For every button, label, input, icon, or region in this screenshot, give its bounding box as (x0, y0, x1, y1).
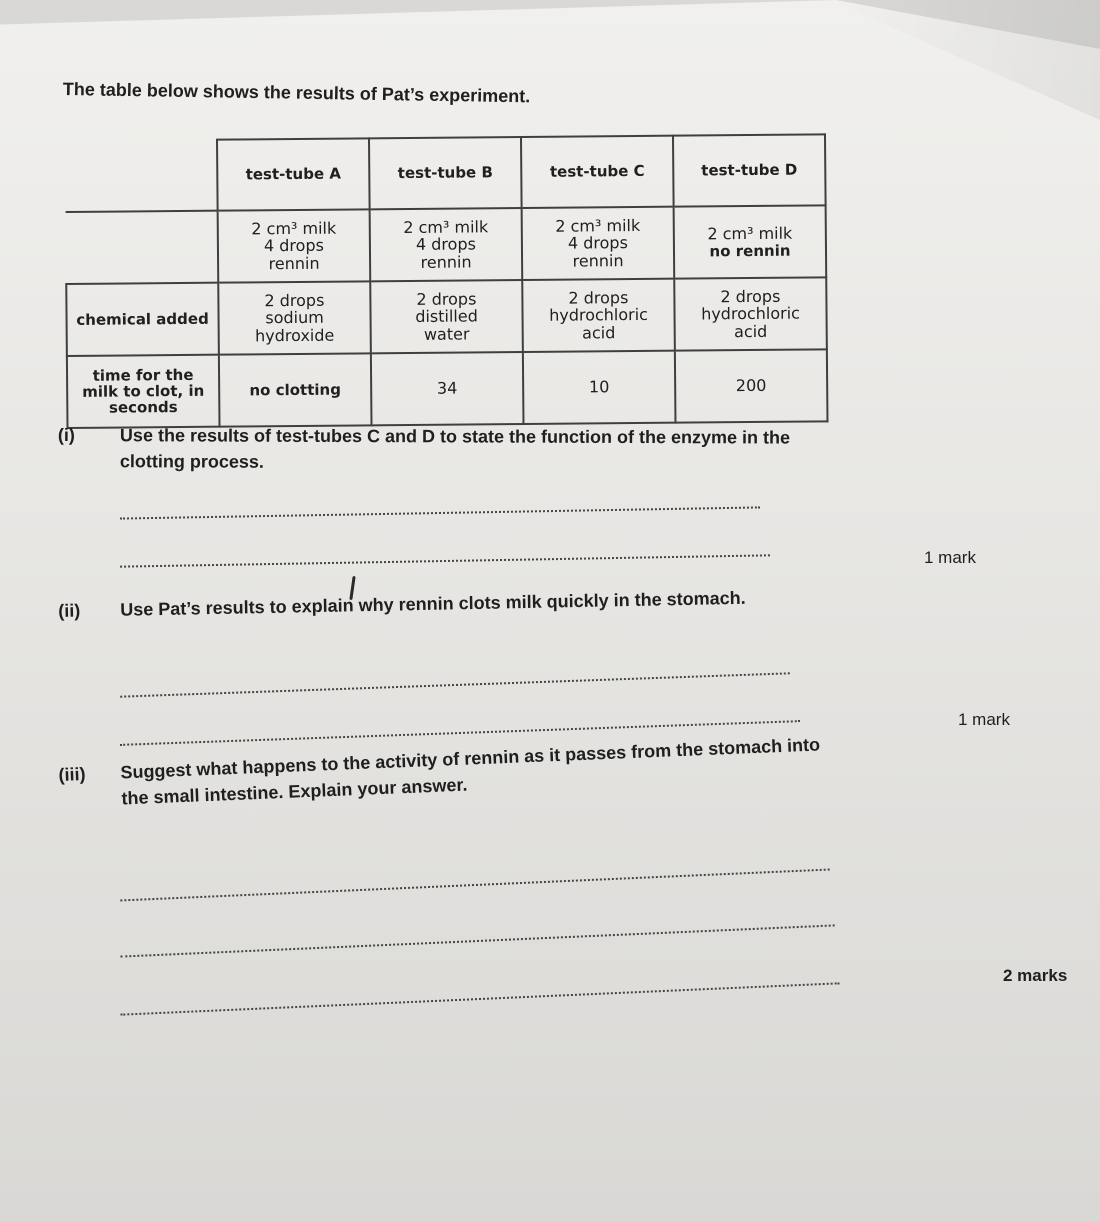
cell-b-chemical-line-2: distilled (415, 306, 478, 327)
cell-d-chemical-line-3: acid (734, 321, 768, 341)
cell-c-chemical-line-2: hydrochloric (549, 305, 649, 326)
answer-line-iii-2[interactable] (120, 924, 834, 957)
answer-line-i-2[interactable] (120, 554, 770, 567)
question-ii (58, 583, 848, 624)
cell-a-contents-line-2: 4 drops (263, 236, 324, 256)
question-iii-number: (iii) (58, 763, 86, 785)
cell-c-chemical-line-1: 2 drops (568, 288, 629, 308)
cell-a-time: no clotting (219, 353, 372, 426)
cell-a-contents-line-1: 2 cm³ milk (251, 218, 337, 239)
cell-a-chemical-line-2: sodium (265, 308, 324, 328)
cell-d-chemical-line-1: 2 drops (720, 286, 781, 307)
contents-row-corner (66, 211, 219, 284)
results-table-wrapper (64, 133, 826, 417)
cell-d-contents-line-1: 2 cm³ milk (707, 223, 793, 244)
header-test-tube-b: test-tube B (369, 137, 522, 209)
cell-c-chemical-line-3: acid (582, 322, 616, 343)
header-test-tube-a: test-tube A (217, 138, 370, 210)
row-label-chemical-added: chemical added (66, 283, 219, 356)
cell-c-contents-line-2: 4 drops (567, 233, 628, 253)
answer-line-iii-1[interactable] (120, 869, 829, 902)
answer-line-ii-1[interactable] (120, 672, 790, 697)
cell-c-contents (522, 207, 675, 280)
question-iii-text: Suggest what happens to the activity of rennin as it passes from the stomach into the small intestine. Explain your answer. (120, 734, 821, 809)
cell-b-chemical (370, 280, 523, 353)
question-i-number: (i) (57, 424, 75, 446)
table-chemical-row (66, 277, 827, 356)
row-label-time-to-clot: time for the milk to clot, in seconds (67, 355, 220, 428)
question-ii-marks: 1 mark (958, 710, 1010, 729)
cell-d-chemical-line-2: hydrochloric (701, 303, 801, 324)
cell-b-contents (370, 208, 523, 281)
table-contents-row (66, 205, 827, 284)
table-corner (65, 140, 218, 212)
cell-d-contents-line-2: no rennin (709, 241, 791, 260)
question-i-marks: 1 mark (924, 548, 976, 567)
cell-a-chemical-line-3: hydroxide (255, 325, 335, 345)
question-ii-number: (ii) (58, 600, 81, 621)
cell-a-contents-line-3: rennin (268, 253, 320, 273)
cell-b-time: 34 (371, 352, 524, 425)
cell-b-contents-line-3: rennin (420, 252, 472, 272)
answer-line-i-1[interactable] (120, 506, 760, 519)
question-iii-marks: 2 marks (1003, 966, 1068, 985)
cell-d-chemical (674, 277, 827, 350)
cell-d-time: 200 (675, 349, 828, 422)
question-i-text: Use the results of test-tubes C and D to state the function of the enzyme in the clotting process. (119, 425, 791, 472)
cell-b-chemical-line-3: water (423, 324, 470, 344)
results-table (64, 133, 828, 429)
answer-line-iii-3[interactable] (120, 982, 839, 1015)
table-time-row (67, 349, 828, 428)
cell-d-contents (674, 205, 827, 278)
cell-b-contents-line-1: 2 cm³ milk (403, 217, 489, 238)
cell-a-chemical-line-1: 2 drops (264, 290, 325, 311)
cell-c-contents-line-1: 2 cm³ milk (555, 216, 641, 236)
cell-b-chemical-line-1: 2 drops (416, 289, 477, 310)
question-i (58, 422, 848, 477)
cell-c-time: 10 (523, 351, 676, 424)
cell-c-contents-line-3: rennin (572, 250, 624, 271)
table-header-row (65, 134, 826, 212)
table-intro-text: The table below shows the results of Pat’s experiment. (62, 79, 531, 107)
cell-c-chemical (522, 279, 675, 352)
cell-b-contents-line-2: 4 drops (415, 234, 476, 255)
header-test-tube-d: test-tube D (673, 134, 826, 206)
header-test-tube-c: test-tube C (521, 136, 674, 208)
cell-a-contents (218, 209, 371, 282)
question-ii-text: Use Pat’s results to explain why rennin clots milk quickly in the stomach. (120, 587, 746, 620)
cell-a-chemical (218, 281, 371, 354)
